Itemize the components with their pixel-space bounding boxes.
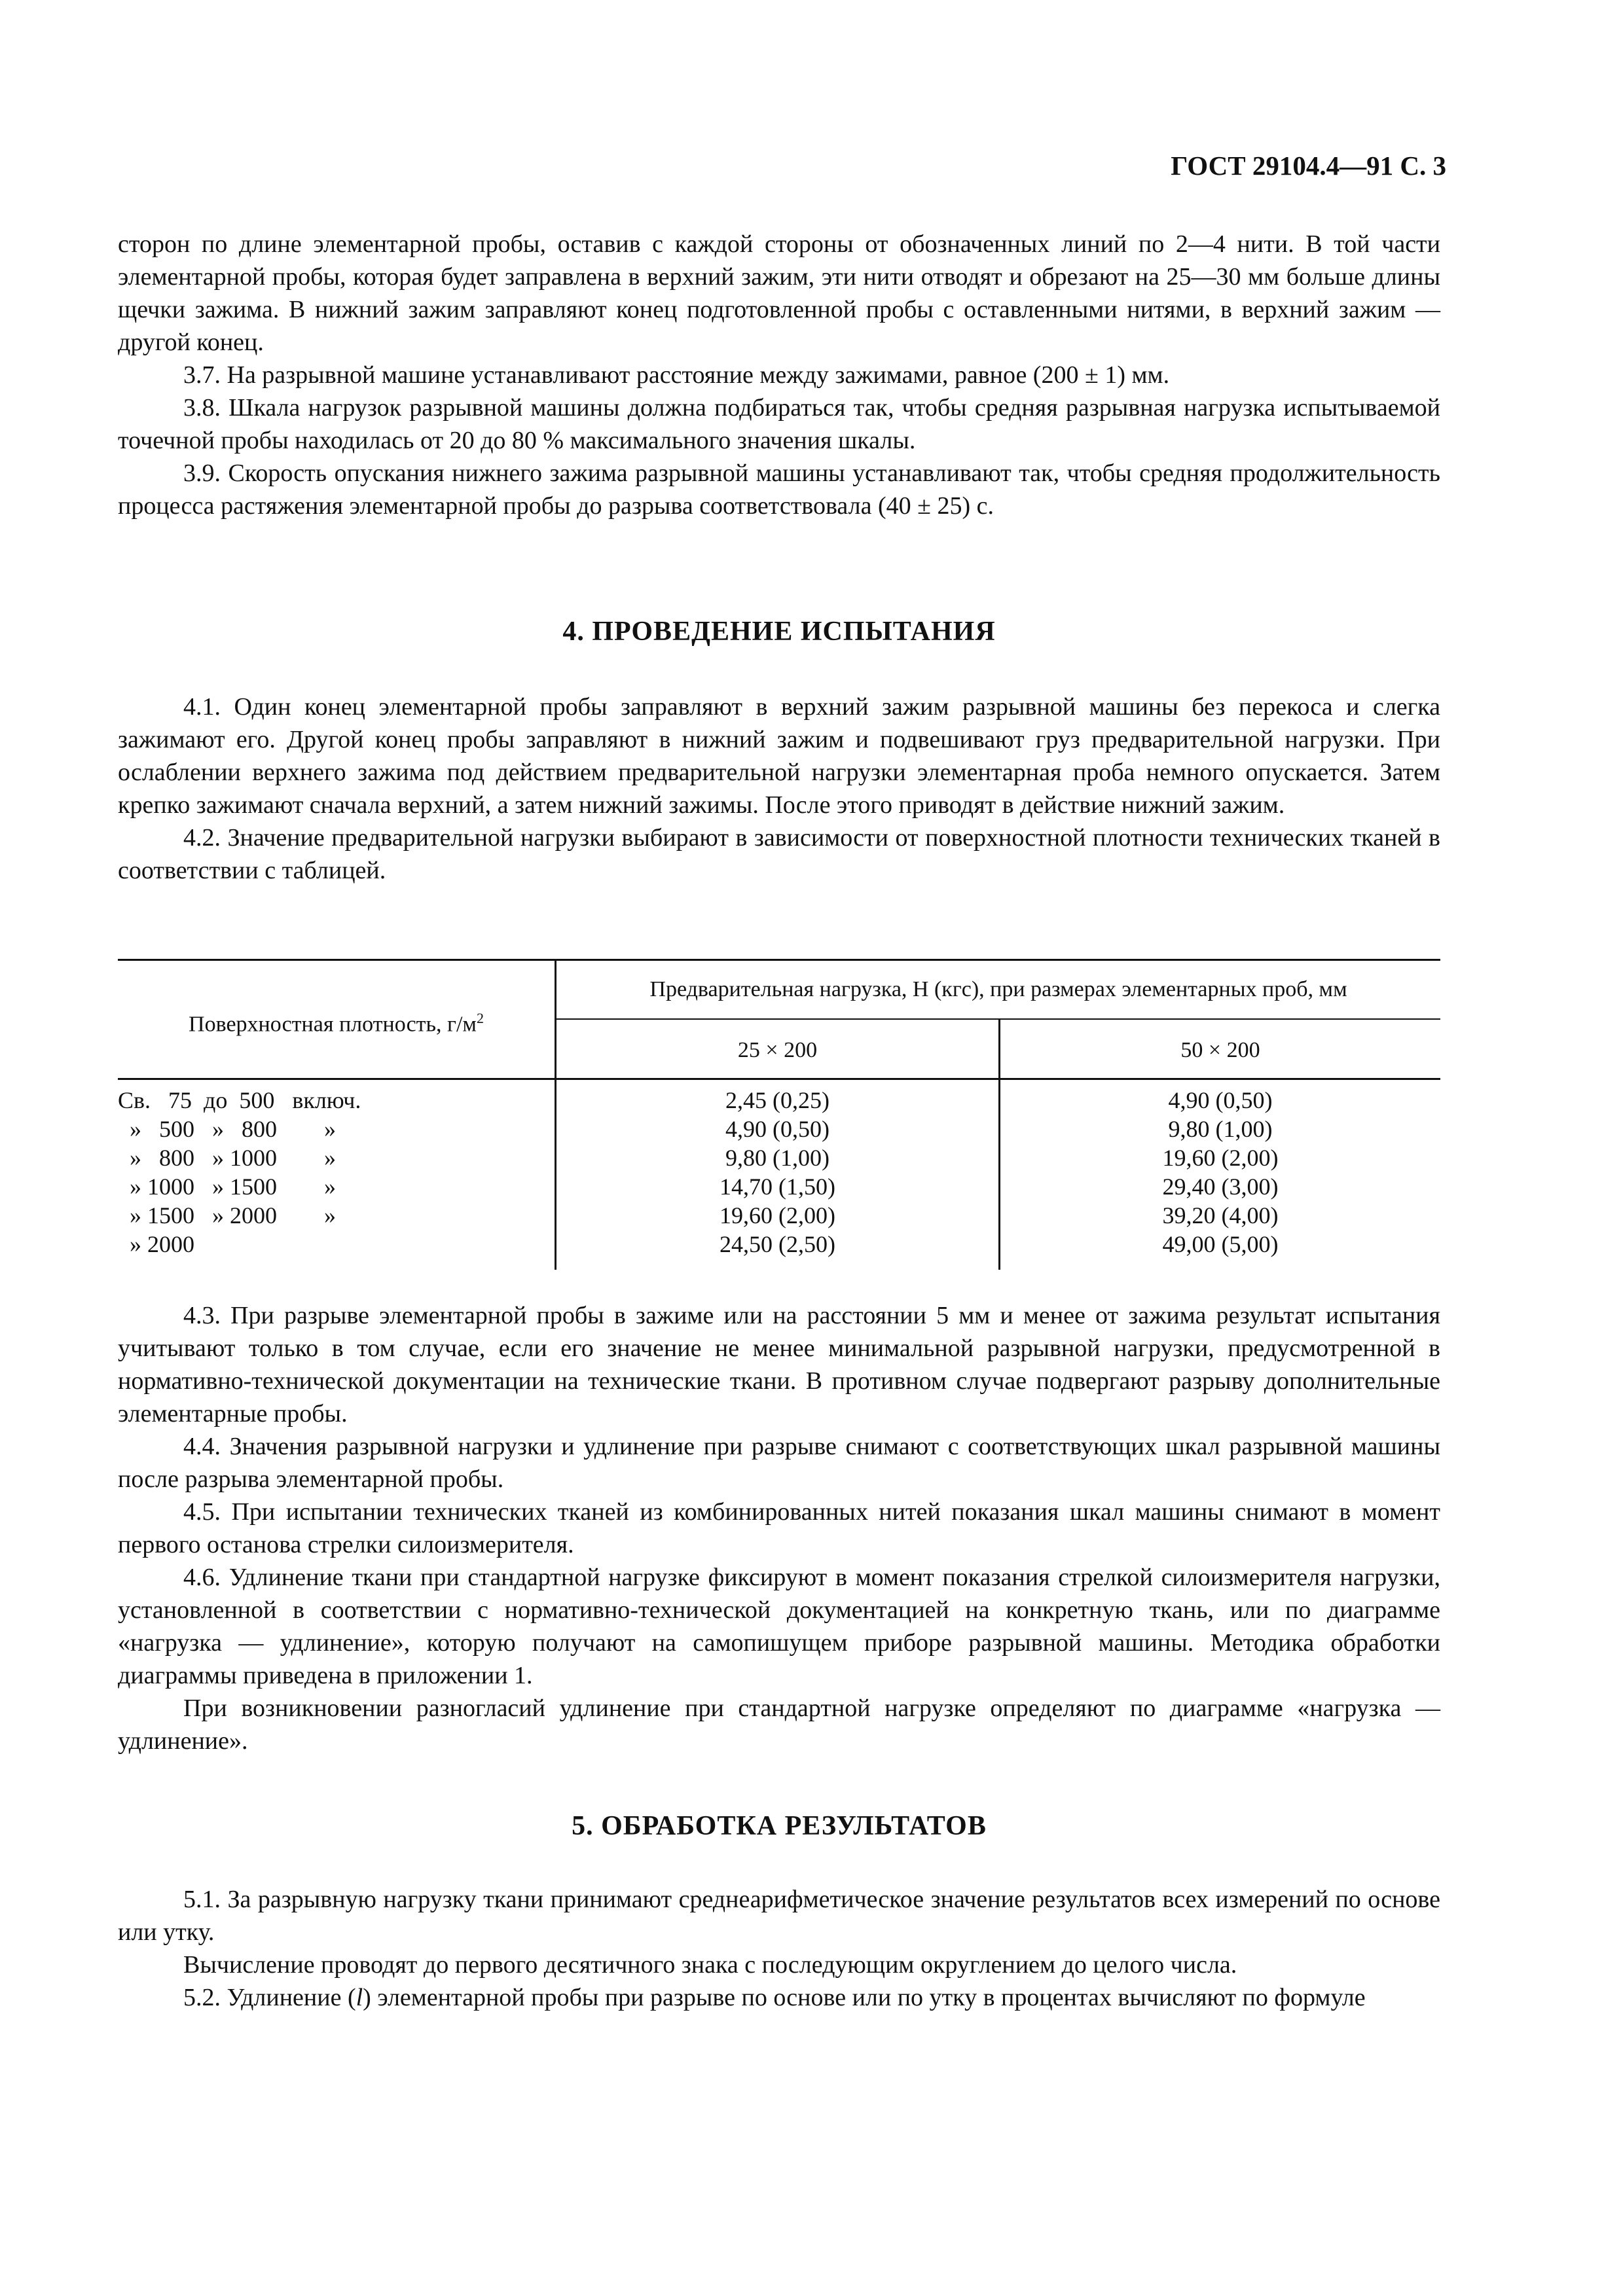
paragraph-4-6: 4.6. Удлинение ткани при стандартной нагрузке фиксируют в момент показания стрелкой силоизмерителя нагрузки, установленной в соответствии с нормативно-технической документацией на конкретную ткань, или по диаграмме «нагрузка — удлинение», которую получают на самопишущем приборе разрывной машины. Методика обработки диаграммы приведена в приложении 1. <box>118 1564 1440 1689</box>
table-cell-load-50: 49,00 (5,00) <box>1162 1231 1279 1257</box>
section-5-heading: 5. ОБРАБОТКА РЕЗУЛЬТАТОВ <box>572 1811 987 1841</box>
table-cell-density: » 500 » 800 » <box>118 1116 336 1142</box>
paragraph-3-8: 3.8. Шкала нагрузок разрывной машины должна подбираться так, чтобы средняя разрывная нагрузка испытываемой точечной пробы находилась от 20 до 80 % максимального значения шкалы. <box>118 394 1440 454</box>
table-group-header: Предварительная нагрузка, Н (кгс), при размерах элементарных проб, мм <box>649 977 1347 1001</box>
paragraph-5-2 <box>118 1981 1440 2014</box>
table-cell-load-50: 9,80 (1,00) <box>1168 1116 1273 1142</box>
table-cell-load-25: 14,70 (1,50) <box>720 1174 835 1200</box>
table-top-rule <box>118 959 1440 961</box>
table-cell-load-50: 19,60 (2,00) <box>1162 1145 1279 1171</box>
paragraph-4-5: 4.5. При испытании технических тканей из комбинированных нитей показания шкал машины снимают в момент первого останова стрелки силоизмерителя. <box>118 1498 1440 1558</box>
paragraph-disagreement: При возникновении разногласий удлинение при стандартной нагрузке определяют по диаграмме «нагрузка — удлинение». <box>118 1695 1440 1755</box>
table-cell-density: » 2000 <box>118 1231 194 1257</box>
table-subheader-rule <box>556 1018 1440 1020</box>
table-cell-load-50: 39,20 (4,00) <box>1162 1202 1279 1229</box>
preload-table <box>118 959 1440 1270</box>
paragraph-4-3: 4.3. При разрыве элементарной пробы в зажиме или на расстоянии 5 мм и менее от зажима результат испытания учитывают только в том случае, если его значение не менее минимальной разрывной нагрузки, предусмотренной в нормативно-технической документации на технические ткани. В противном случае подвергают разрыву дополнительные элементарные пробы. <box>118 1302 1440 1427</box>
table-cell-load-50: 29,40 (3,00) <box>1162 1174 1279 1200</box>
section-5-text <box>118 1883 1440 2014</box>
paragraph-3-7: 3.7. На разрывной машине устанавливают расстояние между зажимами, равное (200 ± 1) мм. <box>183 361 1170 389</box>
table-header-rule <box>118 1078 1440 1080</box>
table-cell-load-25: 9,80 (1,00) <box>725 1145 830 1171</box>
table-subheader-50: 50 × 200 <box>1180 1038 1260 1062</box>
table-cell-load-25: 19,60 (2,00) <box>720 1202 835 1229</box>
table-cell-density: » 1500 » 2000 » <box>118 1202 336 1229</box>
table-cell-load-25: 24,50 (2,50) <box>720 1231 835 1257</box>
table-load-50-column <box>1000 1086 1440 1259</box>
table-density-column <box>118 1086 555 1259</box>
section-4-text <box>118 691 1440 887</box>
table-cell-load-25: 4,90 (0,50) <box>725 1116 830 1142</box>
paragraph: сторон по длине элементарной пробы, оставив с каждой стороны от обозначенных линий по 2—4 нити. В той части элементарной пробы, которая будет заправлена в верхний зажим, эти нити отводят и обрезают на 25—30 мм больше длины щечки зажима. В нижний зажим заправляют конец подготовленной пробы с оставленными нитями, в верхний зажим — другой конец. <box>118 230 1440 356</box>
elongation-symbol: l <box>356 1984 363 2011</box>
paragraph-4-4: 4.4. Значения разрывной нагрузки и удлинение при разрыве снимают с соответствующих шкал разрывной машины после разрыва элементарной пробы. <box>118 1433 1440 1493</box>
table-cell-load-25: 2,45 (0,25) <box>725 1087 830 1113</box>
density-header-sup: 2 <box>476 1010 484 1026</box>
paragraph-5-1: 5.1. За разрывную нагрузку ткани принимают среднеарифметическое значение результатов всех измерений по основе или утку. <box>118 1886 1440 1946</box>
paragraph-4-2: 4.2. Значение предварительной нагрузки выбирают в зависимости от поверхностной плотности технических тканей в соответствии с таблицей. <box>118 824 1440 884</box>
intro-text <box>118 228 1440 522</box>
density-header-text: Поверхностная плотность, г/м <box>189 1012 477 1037</box>
table-cell-density: Св. 75 до 500 включ. <box>118 1087 361 1113</box>
table-cell-density: » 1000 » 1500 » <box>118 1174 336 1200</box>
table-subheader-25: 25 × 200 <box>737 1038 818 1062</box>
paragraph-calculation: Вычисление проводят до первого десятичного знака с последующим округлением до целого числа. <box>183 1951 1237 1979</box>
paragraph-3-9: 3.9. Скорость опускания нижнего зажима разрывной машины устанавливают так, чтобы средняя продолжительность процесса растяжения элементарной пробы до разрыва соответствовала (40 ± 25) с. <box>118 459 1440 520</box>
paragraph-5-2-start: 5.2. Удлинение ( <box>183 1984 356 2011</box>
section-4-text-continued <box>118 1299 1440 1757</box>
paragraph-5-2-end: ) элементарной пробы при разрыве по основе или по утку в процентах вычисляют по формуле <box>363 1984 1366 2011</box>
table-load-25-column <box>556 1086 998 1259</box>
table-cell-density: » 800 » 1000 » <box>118 1145 336 1171</box>
page-header: ГОСТ 29104.4—91 С. 3 <box>1171 151 1446 181</box>
section-4-heading: 4. ПРОВЕДЕНИЕ ИСПЫТАНИЯ <box>562 617 996 647</box>
paragraph-4-1: 4.1. Один конец элементарной пробы заправляют в верхний зажим разрывной машины без перекоса и слегка зажимают его. Другой конец пробы заправляют в нижний зажим и подвешивают груз предварительной нагрузки. При ослаблении верхнего зажима под действием предварительной нагрузки элементарная проба немного опускается. Затем крепко зажимают сначала верхний, а затем нижний зажимы. После этого приводят в действие нижний зажим. <box>118 693 1440 819</box>
table-col-density-header <box>118 1002 555 1041</box>
table-cell-load-50: 4,90 (0,50) <box>1168 1087 1273 1113</box>
